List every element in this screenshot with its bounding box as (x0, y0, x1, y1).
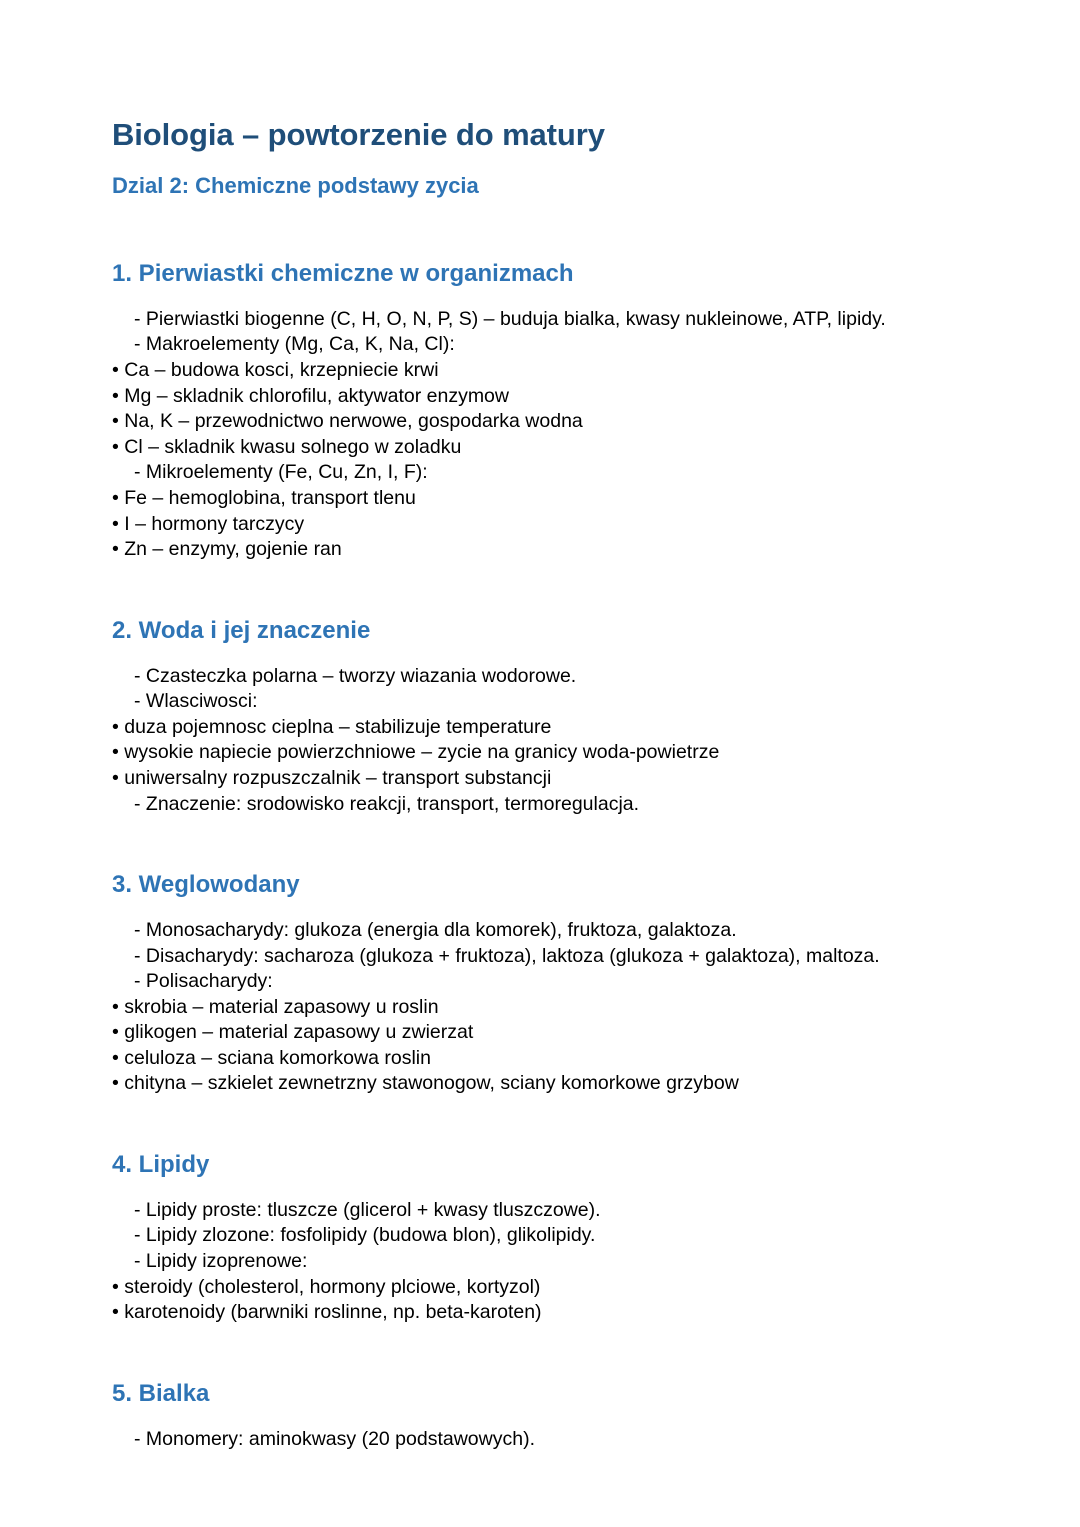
line-text: glikogen – material zapasowy u zwierzat (124, 1021, 474, 1044)
bullet-line (112, 384, 980, 410)
bullet-icon: • (112, 359, 125, 381)
dash-icon: - (134, 944, 146, 967)
dash-line (112, 1223, 980, 1249)
dash-line (112, 969, 980, 995)
bullet-line (112, 1046, 980, 1072)
dash-icon: - (134, 1427, 146, 1450)
line-text: wysokie napiecie powierzchniowe – zycie na granicy woda-powietrze (124, 741, 720, 764)
section-heading: 5. Bialka (112, 1379, 210, 1407)
bullet-icon: • (112, 766, 125, 789)
line-text: duza pojemnosc cieplna – stabilizuje temperature (124, 715, 552, 738)
line-text: Wlasciwosci: (145, 690, 258, 713)
line-text: Zn – enzymy, gojenie ran (124, 538, 342, 561)
dash-icon: - (134, 333, 146, 356)
dash-line (112, 944, 980, 970)
line-text: Lipidy izoprenowe: (145, 1250, 308, 1273)
dash-line (112, 332, 980, 358)
bullet-icon: • (112, 486, 125, 509)
bullet-icon: • (112, 1021, 125, 1044)
line-text: Na, K – przewodnictwo nerwowe, gospodarka wodna (124, 410, 583, 433)
dash-line (112, 1427, 980, 1453)
dash-icon: - (134, 792, 146, 815)
section-line-list (112, 1427, 980, 1453)
bullet-icon: • (112, 741, 125, 764)
section-line-list (112, 918, 980, 1097)
dash-line (112, 1198, 980, 1224)
dash-icon: - (134, 970, 146, 993)
line-text: celuloza – sciana komorkowa roslin (124, 1046, 431, 1069)
document-section (112, 1151, 980, 1326)
dash-icon: - (134, 307, 146, 330)
bullet-icon: • (112, 1275, 125, 1298)
line-text: Mg – skladnik chlorofilu, aktywator enzymow (124, 384, 509, 407)
line-text: steroidy (cholesterol, hormony plciowe, kortyzol) (124, 1275, 541, 1298)
bullet-line (112, 740, 980, 766)
bullet-line (112, 1275, 980, 1301)
bullet-icon: • (112, 538, 125, 561)
line-text: Makroelementy (Mg, Ca, K, Na, Cl): (145, 333, 455, 356)
dash-line (112, 664, 980, 690)
dash-icon: - (134, 1198, 146, 1221)
bullet-line (112, 409, 980, 435)
page-title: Biologia – powtorzenie do matury (112, 117, 605, 152)
dash-icon: - (134, 690, 146, 713)
dash-line (112, 1249, 980, 1275)
bullet-icon: • (112, 715, 125, 738)
section-line-list (112, 664, 980, 818)
line-text: skrobia – material zapasowy u roslin (124, 995, 439, 1018)
line-text: Lipidy proste: tluszcze (glicerol + kwasy tluszczowe). (145, 1198, 601, 1221)
bullet-icon: • (112, 1072, 125, 1095)
bullet-icon: • (112, 384, 125, 407)
line-text: Pierwiastki biogenne (C, H, O, N, P, S) – buduja bialka, kwasy nukleinowe, ATP, lipidy. (145, 307, 886, 330)
line-text: Czasteczka polarna – tworzy wiazania wodorowe. (145, 664, 577, 687)
bullet-line (112, 486, 980, 512)
bullet-icon: • (112, 435, 125, 458)
bullet-line (112, 995, 980, 1021)
bullet-line (112, 358, 980, 384)
line-text: Lipidy zlozone: fosfolipidy (budowa blon), glikolipidy. (145, 1224, 596, 1247)
line-text: I – hormony tarczycy (124, 512, 305, 535)
document-section (112, 871, 980, 1097)
bullet-line (112, 1071, 980, 1097)
page-subtitle: Dzial 2: Chemiczne podstawy zycia (112, 172, 479, 198)
document-section (112, 1380, 980, 1452)
line-text: karotenoidy (barwniki roslinne, np. beta-karoten) (124, 1301, 542, 1324)
section-line-list (112, 307, 980, 563)
line-text: chityna – szkielet zewnetrzny stawonogow, sciany komorkowe grzybow (124, 1072, 739, 1095)
dash-line (112, 460, 980, 486)
section-heading: 4. Lipidy (112, 1151, 210, 1179)
bullet-icon: • (112, 1046, 125, 1069)
document-section (112, 260, 980, 563)
bullet-line (112, 512, 980, 538)
bullet-icon: • (112, 995, 125, 1018)
dash-line (112, 918, 980, 944)
bullet-line (112, 537, 980, 563)
bullet-icon: • (112, 1301, 125, 1324)
line-text: Polisacharydy: (145, 970, 273, 993)
section-heading: 3. Weglowodany (112, 871, 300, 899)
line-text: Znaczenie: srodowisko reakcji, transport, termoregulacja. (145, 792, 640, 815)
bullet-line (112, 1020, 980, 1046)
line-text: Disacharydy: sacharoza (glukoza + fruktoza), laktoza (glukoza + galaktoza), maltoza. (145, 944, 880, 967)
bullet-line (112, 715, 980, 741)
line-text: Monomery: aminokwasy (20 podstawowych). (145, 1427, 535, 1450)
dash-icon: - (134, 918, 146, 941)
line-text: Mikroelementy (Fe, Cu, Zn, I, F): (145, 461, 428, 484)
document-section (112, 617, 980, 817)
section-heading: 2. Woda i jej znaczenie (112, 616, 371, 644)
section-line-list (112, 1198, 980, 1326)
dash-line (112, 792, 980, 818)
line-text: uniwersalny rozpuszczalnik – transport substancji (124, 766, 552, 789)
dash-icon: - (134, 461, 146, 484)
dash-icon: - (134, 664, 146, 687)
line-text: Fe – hemoglobina, transport tlenu (124, 486, 416, 509)
bullet-icon: • (112, 410, 125, 433)
dash-line (112, 689, 980, 715)
line-text: Monosacharydy: glukoza (energia dla komorek), fruktoza, galaktoza. (145, 918, 737, 941)
line-text: Cl – skladnik kwasu solnego w zoladku (124, 435, 462, 458)
sections-container (112, 260, 980, 1452)
dash-icon: - (134, 1250, 146, 1273)
section-heading: 1. Pierwiastki chemiczne w organizmach (112, 260, 574, 288)
dash-line (112, 307, 980, 333)
bullet-line (112, 435, 980, 461)
bullet-icon: • (112, 512, 125, 535)
bullet-line (112, 766, 980, 792)
bullet-line (112, 1300, 980, 1326)
dash-icon: - (134, 1224, 146, 1247)
line-text: Ca – budowa kosci, krzepniecie krwi (124, 359, 439, 381)
